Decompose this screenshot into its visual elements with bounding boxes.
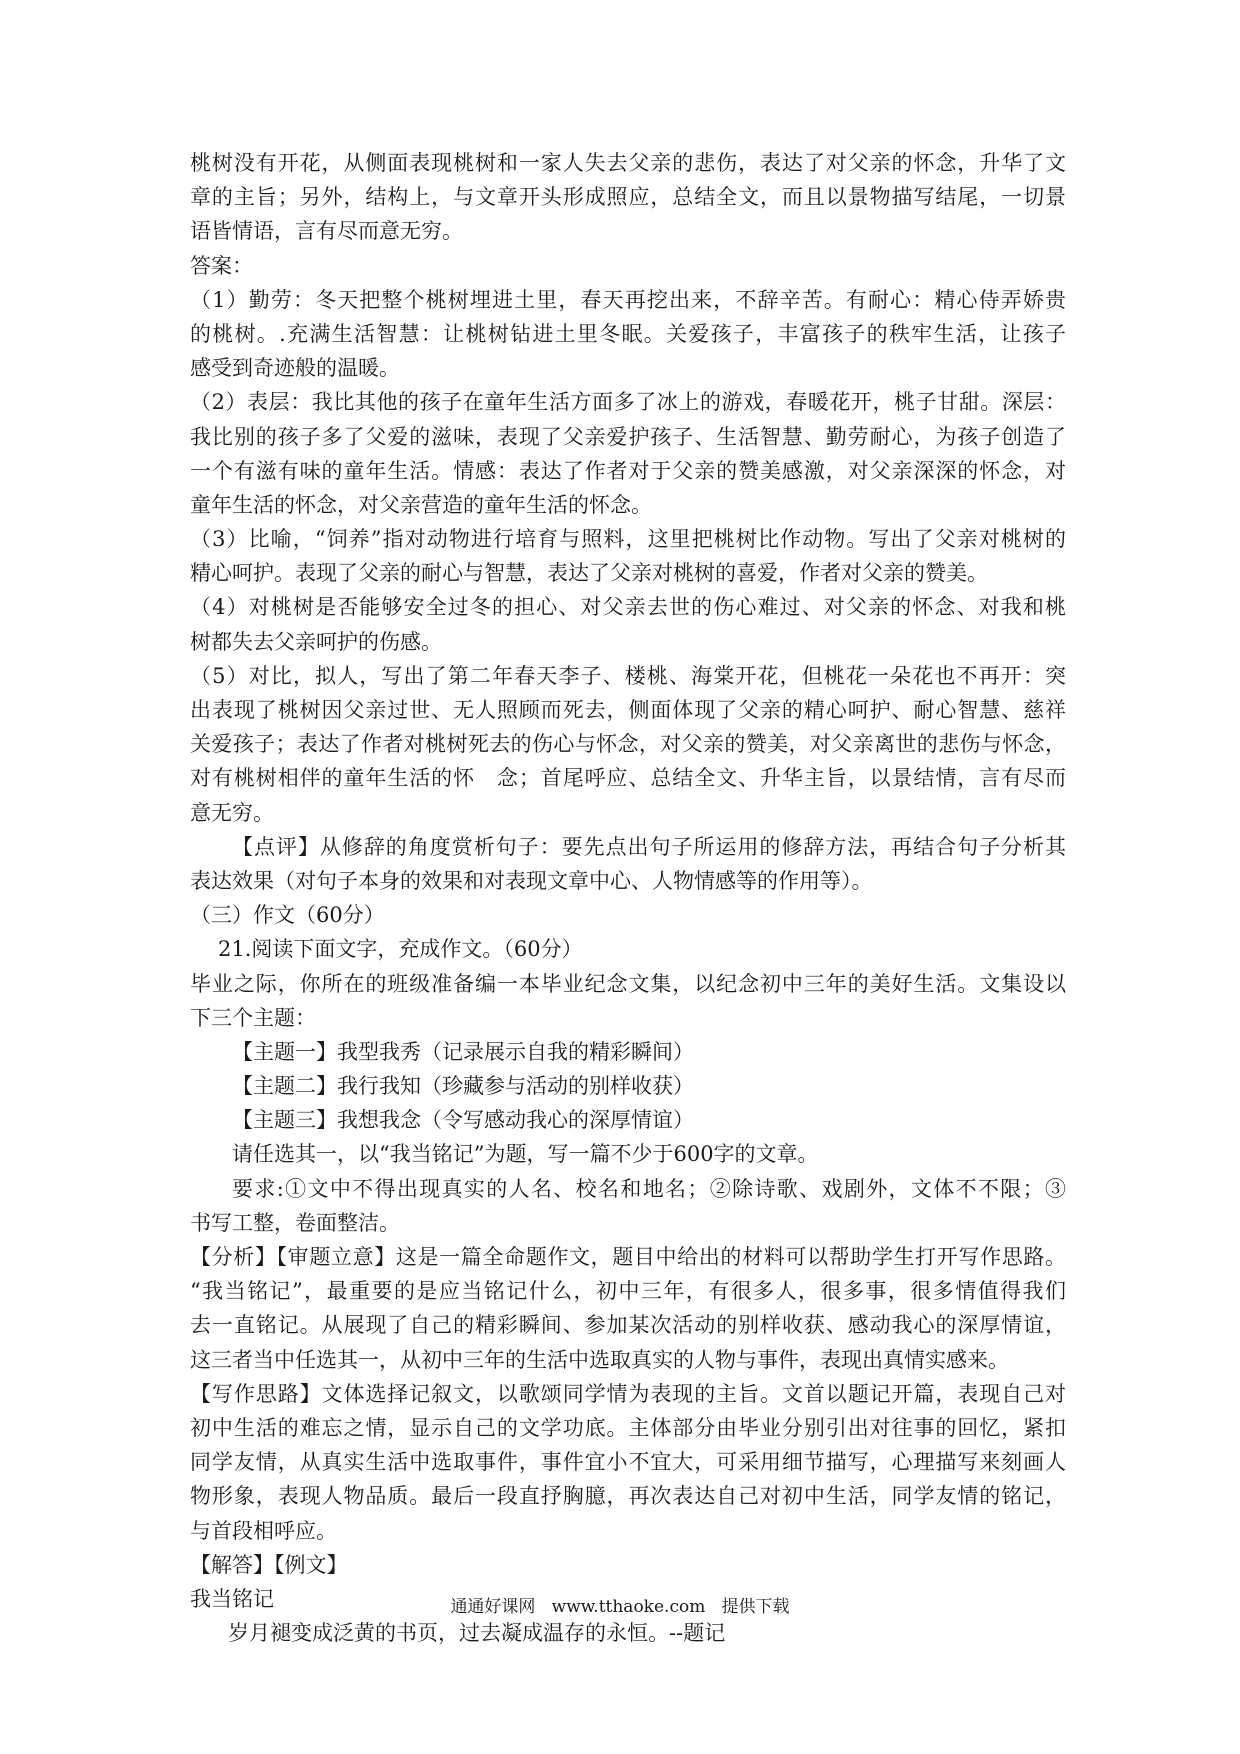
text-line: 初中生活的难忘之情，显示自己的文学功底。主体部分由毕业分别引出对往事的回忆，紧扣 <box>190 1415 1066 1440</box>
text-line: （3）比喻，“饲养”指对动物进行培育与照料，这里把桃树比作动物。写出了父亲对桃树的 <box>190 527 1066 552</box>
text-line: 的桃树。.充满生活智慧：让桃树钻进土里冬眠。关爱孩子，丰富孩子的秩牢生活，让孩子 <box>190 321 1066 346</box>
text-line: 我当铭记 <box>190 1586 274 1611</box>
text-line: 【主题一】我型我秀（记录展示自我的精彩瞬间） <box>232 1039 694 1064</box>
text-line: 【分析】【审题立意】这是一篇全命题作文，题目中给出的材料可以帮助学生打开写作思路。 <box>190 1245 1066 1269</box>
text-line: 【点评】从修辞的角度赏析句子：要先点出句子所运用的修辞方法，再结合句子分析其 <box>232 834 1066 859</box>
text-line: “我当铭记”，最重要的是应当铭记什么，初中三年，有很多人，很多事，很多情值得我们 <box>190 1279 1066 1304</box>
text-line: 精心呵护。表现了父亲的耐心与智慧，表达了父亲对桃树的喜爱，作者对父亲的赞美。 <box>190 561 988 586</box>
text-line: 答案： <box>190 253 253 278</box>
text-line: 【主题二】我行我知（珍藏参与活动的别样收获） <box>232 1074 694 1099</box>
text-line: 对有桃树相伴的童年生活的怀 念；首尾呼应、总结全文、升华主旨，以景结情，言有尽而 <box>190 766 1066 791</box>
text-line: 下三个主题： <box>190 1005 316 1030</box>
text-line: 意无穷。 <box>190 800 274 825</box>
text-line: （4）对桃树是否能够安全过冬的担心、对父亲去世的伤心难过、对父亲的怀念、对我和桃 <box>190 595 1066 620</box>
text-line: 童年生活的怀念，对父亲营造的童年生活的怀念。 <box>190 492 652 517</box>
text-line: （2）表层：我比其他的孩子在童年生活方面多了冰上的游戏，春暖花开，桃子甘甜。深层： <box>190 390 1066 415</box>
text-line: 桃树没有开花，从侧面表现桃树和一家人失去父亲的悲伤，表达了对父亲的怀念，升华了文 <box>190 151 1066 175</box>
text-line: 一个有滋有味的童年生活。情感：表达了作者对于父亲的赞美感激，对父亲深深的怀念，对 <box>190 458 1066 483</box>
text-line: 这三者当中任选其一，从初中三年的生活中选取真实的人物与事件，表现出真情实感来。 <box>190 1347 1009 1372</box>
text-line: 要求:①文中不得出现真实的人名、校名和地名；②除诗歌、戏剧外，文体不不限；③ <box>232 1176 1066 1201</box>
text-line: 21.阅读下面文字，充成作文。（60分） <box>218 937 583 962</box>
document-body <box>190 146 1066 1650</box>
text-line: 我比别的孩子多了父爱的滋味，表现了父亲爱护孩子、生活智慧、勤劳耐心，为孩子创造了 <box>190 424 1066 449</box>
footer-url[interactable]: www.tthaoke.com <box>551 1597 706 1617</box>
text-line: 树都失去父亲呵护的伤感。 <box>190 629 442 654</box>
text-line: 表达效果（对句子本身的效果和对表现文章中心、人物情感等的作用等）。 <box>190 868 873 893</box>
text-line: 岁月褪变成泛黄的书页，过去凝成温存的永恒。--题记 <box>228 1621 726 1646</box>
page-footer <box>0 1595 1240 1619</box>
text-line: 【解答】【例文】 <box>190 1552 348 1577</box>
text-line: 书写工整，卷面整洁。 <box>190 1210 400 1235</box>
text-line: 出表现了桃树因父亲过世、无人照顾而死去，侧面体现了父亲的精心呵护、耐心智慧、慈祥 <box>190 698 1066 722</box>
footer-suffix: 提供下载 <box>721 1597 790 1617</box>
text-line: 语皆情语，言有尽而意无穷。 <box>190 219 463 244</box>
footer-site-name: 通通好课网 <box>450 1597 536 1617</box>
text-line: （5）对比，拟人，写出了第二年春天李子、楼桃、海棠开花，但桃花一朵花也不再开：突 <box>190 663 1066 688</box>
text-line: 关爱孩子；表达了作者对桃树死去的伤心与怀念，对父亲的赞美，对父亲离世的悲伤与怀念， <box>190 732 1066 757</box>
text-line: 与首段相呼应。 <box>190 1518 337 1543</box>
text-line: 【主题三】我想我念（令写感动我心的深厚情谊） <box>232 1108 694 1133</box>
text-line: 毕业之际，你所在的班级准备编一本毕业纪念文集，以纪念初中三年的美好生活。文集设以 <box>190 971 1066 996</box>
text-line: 物形象，表现人物品质。最后一段直抒胸臆，再次表达自己对初中生活，同学友情的铭记， <box>190 1484 1066 1509</box>
text-line: （三）作文（60分） <box>190 903 385 928</box>
text-line: 去一直铭记。从展现了自己的精彩瞬间、参加某次活动的别样收获、感动我心的深厚情谊， <box>190 1313 1066 1338</box>
text-line: 感受到奇迹般的温暖。 <box>190 356 400 381</box>
text-line: 请任选其一，以“我当铭记”为题，写一篇不少于600字的文章。 <box>232 1142 819 1167</box>
text-line: 【写作思路】文体选择记叙文，以歌颂同学情为表现的主旨。文首以题记开篇，表现自己对 <box>190 1381 1066 1406</box>
text-line: （1）勤劳：冬天把整个桃树埋进土里，春天再挖出来，不辞辛苦。有耐心：精心侍弄娇贵 <box>190 287 1066 312</box>
text-line: 同学友情，从真实生活中选取事件，事件宜小不宜大，可采用细节描写，心理描写来刻画人 <box>190 1450 1066 1475</box>
text-line: 章的主旨；另外，结构上，与文章开头形成照应，总结全文，而且以景物描写结尾，一切景 <box>190 185 1066 210</box>
